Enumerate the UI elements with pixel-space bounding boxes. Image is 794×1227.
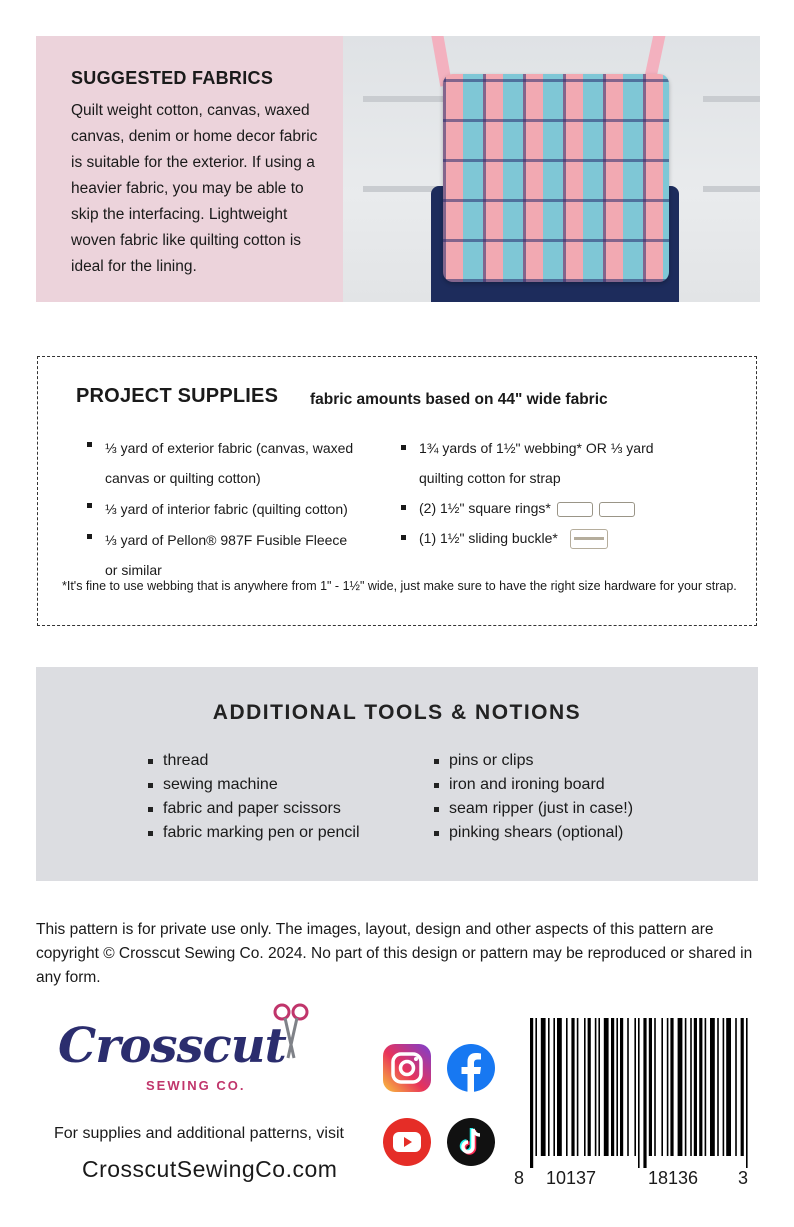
supply-item (401, 523, 701, 553)
barcode-bar (638, 1018, 640, 1168)
barcode-bar (571, 1018, 574, 1156)
logo-wordmark: Crosscut (58, 1018, 286, 1074)
barcode-bar (634, 1018, 636, 1156)
supplies-subtitle: fabric amounts based on 44" wide fabric (310, 391, 608, 408)
supplies-list-left (87, 433, 357, 586)
barcode-bar (694, 1018, 697, 1156)
plaid-flap (443, 74, 669, 282)
copyright-notice: This pattern is for private use only. The images, layout, design and other aspects of this pattern are copyright © Crosscut Sewing Co. 2024. No part of this design or pattern may be reproduced or shared in any form. (36, 921, 753, 986)
barcode-bar (705, 1018, 707, 1156)
supplies-title: PROJECT SUPPLIES (76, 385, 279, 407)
barcode-bar (627, 1018, 629, 1156)
barcode-bar (530, 1018, 533, 1168)
barcode-bar (685, 1018, 687, 1156)
barcode-bar (643, 1018, 646, 1168)
tool-item: sewing machine (148, 773, 360, 797)
barcode-bar (611, 1018, 614, 1156)
barcode-bar (566, 1018, 568, 1156)
supply-item-text: (1) 1½" sliding buckle* (419, 530, 558, 546)
tool-item: fabric marking pen or pencil (148, 821, 360, 845)
barcode-digit: 18136 (648, 1168, 699, 1188)
barcode-digit: 8 (514, 1168, 525, 1188)
logo-subtitle: SEWING CO. (146, 1078, 246, 1093)
barcode-bar (699, 1018, 702, 1156)
supply-item (401, 493, 701, 523)
bag-photo (343, 36, 760, 302)
supply-item: ⅓ yard of exterior fabric (canvas, waxed canvas or quilting cotton) (87, 433, 357, 493)
barcode-bar (746, 1018, 748, 1168)
supply-item-text: (2) 1½" square rings* (419, 500, 551, 516)
barcode-digit: 10137 (546, 1168, 597, 1188)
barcode-bar (661, 1018, 663, 1156)
barcode-digit: 3 (738, 1168, 749, 1188)
supplies-list-right (401, 433, 701, 553)
supply-item-text: 1¾ yards of 1½" webbing* OR ⅓ yard quilting cotton for strap (419, 440, 654, 486)
tool-item: seam ripper (just in case!) (434, 797, 633, 821)
website-link[interactable]: CrosscutSewingCo.com (82, 1156, 338, 1182)
scissors-icon (272, 1002, 312, 1062)
suggested-fabrics-title: SUGGESTED FABRICS (71, 68, 274, 88)
barcode-bar (577, 1018, 579, 1156)
tool-item: thread (148, 749, 360, 773)
tool-item: fabric and paper scissors (148, 797, 360, 821)
square-ring-icon (599, 502, 635, 517)
tool-item: pins or clips (434, 749, 633, 773)
barcode-bar (535, 1018, 537, 1156)
supply-item: ⅓ yard of interior fabric (quilting cotton) (87, 494, 357, 524)
barcode-bar (710, 1018, 715, 1156)
barcode-bar (726, 1018, 731, 1156)
barcode-bar (553, 1018, 555, 1156)
barcode-bar (541, 1018, 546, 1156)
barcode-bar (741, 1018, 744, 1156)
barcode-bar (598, 1018, 600, 1156)
barcode-bar (717, 1018, 719, 1156)
barcode-bar (670, 1018, 673, 1156)
tools-list-right (434, 749, 633, 845)
project-supplies-box (37, 356, 757, 626)
barcode-bar (584, 1018, 586, 1156)
tools-panel (36, 667, 758, 881)
youtube-icon[interactable] (382, 1117, 432, 1167)
suggested-fabrics-panel (36, 36, 343, 302)
barcode-bars (528, 1018, 753, 1168)
tools-list-left (148, 749, 360, 845)
instagram-icon[interactable] (382, 1043, 432, 1093)
visit-text: For supplies and additional patterns, visit (54, 1125, 344, 1142)
barcode-bar (557, 1018, 562, 1156)
tools-title: ADDITIONAL TOOLS & NOTIONS (212, 701, 582, 724)
square-ring-icon (557, 502, 593, 517)
barcode-bar (620, 1018, 623, 1156)
supply-item (401, 433, 701, 493)
suggested-fabrics-text: Quilt weight cotton, canvas, waxed canvas, denim or home decor fabric is suitable for the exterior. If using a heavier fabric, you may be able to skip the interfacing. Lightweight woven fabric like quilting cotton is ideal for the lining. (71, 102, 318, 275)
supply-item: ⅓ yard of Pellon® 987F Fusible Fleece or similar (87, 525, 357, 585)
supplies-footnote: *It's fine to use webbing that is anywhere from 1" - 1½" wide, just make sure to have the right size hardware for your strap. (62, 579, 737, 593)
barcode-bar (616, 1018, 618, 1156)
tool-item: iron and ironing board (434, 773, 633, 797)
barcode-bar (723, 1018, 725, 1156)
barcode-bar (649, 1018, 652, 1156)
barcode-bar (667, 1018, 669, 1156)
barcode-bar (595, 1018, 597, 1156)
barcode-bar (588, 1018, 591, 1156)
sliding-buckle-icon (570, 529, 608, 549)
barcode-bar (735, 1018, 737, 1156)
facebook-icon[interactable] (446, 1043, 496, 1093)
barcode-bar (604, 1018, 609, 1156)
barcode-bar (678, 1018, 683, 1156)
barcode-bar (654, 1018, 656, 1156)
crosscut-logo (58, 1006, 328, 1106)
barcode-bar (690, 1018, 692, 1156)
tool-item: pinking shears (optional) (434, 821, 633, 845)
barcode-bar (548, 1018, 550, 1156)
barcode (514, 1018, 753, 1188)
tiktok-icon[interactable] (446, 1117, 496, 1167)
